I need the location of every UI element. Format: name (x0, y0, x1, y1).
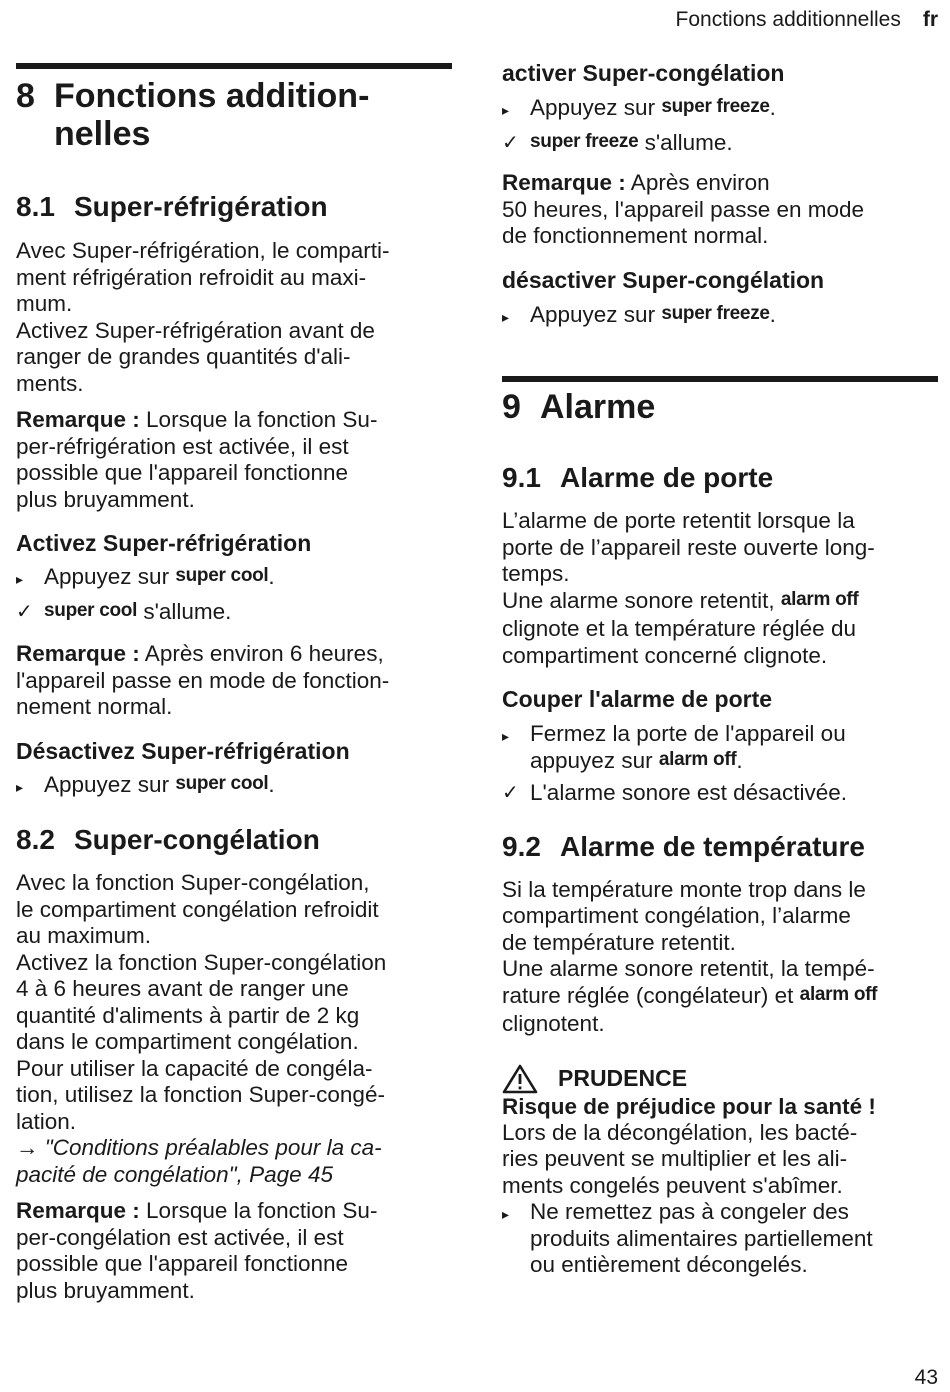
instruction-step: ▸ Appuyez sur super cool. (16, 564, 452, 593)
cross-reference-link[interactable]: pacité de congélation", Page 45 (16, 1161, 333, 1187)
instruction-result (502, 130, 938, 159)
section-title: Alarme de température (560, 830, 866, 862)
chapter-number: 8 (16, 77, 35, 115)
instruction-step (502, 1199, 938, 1279)
section-9-1-body (502, 508, 938, 669)
page-number: 43 (914, 1366, 938, 1389)
note-text: plus bruyamment. (16, 486, 195, 512)
section-8-1-heading (16, 191, 452, 223)
paragraph-line: L’alarme de porte retentit lorsque la (502, 508, 855, 533)
step-text: Appuyez sur (44, 771, 176, 797)
note-label: Remarque : (16, 407, 140, 432)
paragraph-line: quantité d'aliments à partir de 2 kg (16, 1002, 360, 1028)
chapter-9-heading (502, 388, 938, 426)
instruction-step: ▸ Appuyez sur super freeze. (502, 302, 938, 331)
display-label-super-freeze: super freeze (661, 96, 770, 117)
note-text: de fonctionnement normal. (502, 223, 769, 248)
note-block (16, 407, 452, 513)
result-text: L'alarme sonore est désactivée. (530, 780, 847, 805)
paragraph-line: lation. (16, 1108, 77, 1134)
instruction-step: ▸ Appuyez sur super cool. (16, 772, 452, 801)
note-label: Remarque : (502, 170, 626, 195)
display-label-alarm-off: alarm off (658, 748, 737, 770)
paragraph-line: ments. (16, 370, 84, 396)
section-9-2-body (502, 877, 938, 1038)
instruction-result (16, 599, 452, 628)
note-text: Lorsque la fonction Su- (139, 1198, 378, 1223)
paragraph-line: ranger de grandes quantités d'ali- (16, 344, 351, 369)
note-label: Remarque : (16, 641, 140, 666)
section-8-2-body (16, 870, 452, 1188)
step-text: produits alimentaires partiellement (530, 1225, 873, 1251)
chapter-rule (502, 376, 938, 382)
paragraph-line: Si la température monte trop dans le (502, 876, 866, 902)
paragraph-line: porte de l’appareil reste ouverte long- (502, 534, 875, 560)
chapter-title-line: nelles (54, 115, 151, 153)
subheading-activate-super-freeze: activer Super-congélation (502, 60, 785, 86)
instruction-list (502, 721, 938, 807)
display-label-super-freeze: super freeze (530, 130, 639, 152)
note-text: 50 heures, l'appareil passe en mode (502, 196, 865, 222)
display-label-alarm-off: alarm off (780, 588, 859, 610)
paragraph-line: Activez la fonction Super-congélation (16, 949, 387, 975)
section-8-1-body (16, 238, 452, 397)
step-text: ou entièrement décongelés. (530, 1252, 808, 1277)
section-number: 9.2 (502, 830, 541, 862)
step-text: appuyez sur (530, 747, 659, 773)
step-text: Appuyez sur (530, 301, 662, 327)
chapter-title: Alarme (540, 388, 656, 426)
instruction-result (502, 780, 938, 807)
paragraph-line: le compartiment congélation refroidit (16, 896, 379, 922)
section-8-2-heading (16, 824, 452, 856)
caution-text: ments congelés peuvent s'abîmer. (502, 1172, 843, 1198)
paragraph-line: dans le compartiment congélation. (16, 1029, 359, 1054)
cross-reference-link[interactable]: → "Conditions préalables pour la ca- (16, 1135, 382, 1160)
chapter-rule (16, 63, 452, 69)
subheading-activate-super-cool: Activez Super-réfrigération (16, 530, 312, 556)
display-label-alarm-off: alarm off (799, 983, 878, 1005)
note-text: Après environ 6 heures, (139, 641, 384, 666)
section-title: Super-congélation (74, 824, 320, 855)
paragraph-line: 4 à 6 heures avant de ranger une (16, 976, 349, 1001)
step-arrow-icon: ▸ (502, 728, 510, 744)
step-arrow-icon: ▸ (16, 778, 24, 795)
paragraph-line: Activez Super-réfrigération avant de (16, 317, 375, 343)
right-column (502, 0, 938, 1279)
note-text: nement normal. (16, 694, 173, 719)
subheading-deactivate-super-freeze: désactiver Super-congélation (502, 266, 825, 293)
paragraph-line: Avec Super-réfrigération, le comparti- (16, 238, 390, 263)
display-label-super-freeze: super freeze (661, 302, 770, 324)
note-text: possible que l'appareil fonctionne (16, 460, 349, 485)
paragraph-line: clignotent. (502, 1011, 605, 1036)
step-arrow-icon: ▸ (16, 571, 24, 587)
step-arrow-icon: ▸ (502, 1206, 510, 1222)
check-icon: ✓ (16, 600, 33, 623)
check-icon: ✓ (502, 131, 519, 154)
chapter-title-line: Fonctions addition- (54, 77, 370, 115)
header-title: Fonctions additionnelles (675, 8, 901, 31)
note-text: l'appareil passe en mode de fonction- (16, 667, 390, 693)
paragraph-line: clignote et la température réglée du (502, 616, 856, 641)
paragraph-line: de température retentit. (502, 929, 736, 955)
paragraph-line: au maximum. (16, 923, 152, 948)
section-number: 9.1 (502, 462, 541, 493)
instruction-step: ▸ Appuyez sur super freeze. (502, 95, 938, 124)
paragraph-line: Avec la fonction Super-congélation, (16, 870, 370, 895)
note-block (16, 1198, 452, 1304)
paragraph-line: compartiment congélation, l’alarme (502, 903, 851, 928)
paragraph-text: Une alarme sonore retentit, (502, 587, 781, 613)
section-number: 8.1 (16, 191, 55, 222)
check-icon: ✓ (502, 782, 519, 804)
chapter-number: 9 (502, 388, 521, 426)
caution-heading: Risque de préjudice pour la santé ! (502, 1093, 876, 1119)
step-text: Appuyez sur (530, 95, 662, 120)
caution-text: Lors de la décongélation, les bacté- (502, 1119, 858, 1145)
step-text: Ne remettez pas à congeler des (530, 1199, 849, 1224)
instruction-step: ▸ Fermez la porte de l'appareil ou appuyez sur alarm off. (502, 721, 938, 776)
result-text: s'allume. (137, 598, 232, 624)
note-text: per-congélation est activée, il est (16, 1224, 344, 1250)
paragraph-line: tion, utilisez la fonction Super-congé- (16, 1082, 385, 1107)
instruction-list (502, 95, 938, 158)
section-9-1-heading (502, 462, 938, 494)
paragraph-line: mum. (16, 291, 73, 316)
caution-title (502, 1064, 938, 1094)
chapter-8-heading (16, 77, 452, 153)
step-arrow-icon: ▸ (502, 102, 510, 118)
step-text: Appuyez sur (44, 564, 176, 589)
paragraph-line: compartiment concerné clignote. (502, 642, 828, 668)
section-number: 8.2 (16, 824, 55, 855)
language-tag: fr (922, 8, 938, 31)
step-text: Fermez la porte de l'appareil ou (530, 721, 846, 746)
note-block (16, 641, 452, 721)
section-title: Alarme de porte (560, 462, 774, 493)
result-text: s'allume. (638, 129, 733, 155)
note-text: Après environ (625, 170, 770, 195)
warning-triangle-icon (502, 1064, 538, 1094)
display-label-super-cool: super cool (175, 565, 269, 586)
caution-text: ries peuvent se multiplier et les ali- (502, 1146, 848, 1171)
caution-label: PRUDENCE (558, 1065, 688, 1091)
section-title: Super-réfrigération (74, 191, 328, 222)
note-text: possible que l'appareil fonctionne (16, 1251, 349, 1276)
caution-block (502, 1064, 938, 1279)
section-9-2-heading (502, 831, 938, 863)
display-label-super-cool: super cool (44, 599, 138, 621)
note-label: Remarque : (16, 1198, 140, 1223)
subheading-door-alarm-off: Couper l'alarme de porte (502, 686, 773, 712)
note-text: per-réfrigération est activée, il est (16, 433, 349, 459)
display-label-super-cool: super cool (175, 772, 269, 794)
step-arrow-icon: ▸ (502, 308, 510, 325)
note-text: Lorsque la fonction Su- (139, 407, 378, 432)
paragraph-line: temps. (502, 561, 570, 586)
instruction-list (16, 564, 452, 627)
left-column (16, 0, 452, 1304)
note-text: plus bruyamment. (16, 1277, 195, 1303)
paragraph-line: Une alarme sonore retentit, la tempé- (502, 956, 875, 981)
paragraph-line: Pour utiliser la capacité de congéla- (16, 1055, 373, 1081)
paragraph-text: rature réglée (congélateur) et (502, 982, 800, 1008)
paragraph-line: ment réfrigération refroidit au maxi- (16, 264, 367, 290)
note-block (502, 170, 938, 250)
subheading-deactivate-super-cool: Désactivez Super-réfrigération (16, 737, 350, 764)
